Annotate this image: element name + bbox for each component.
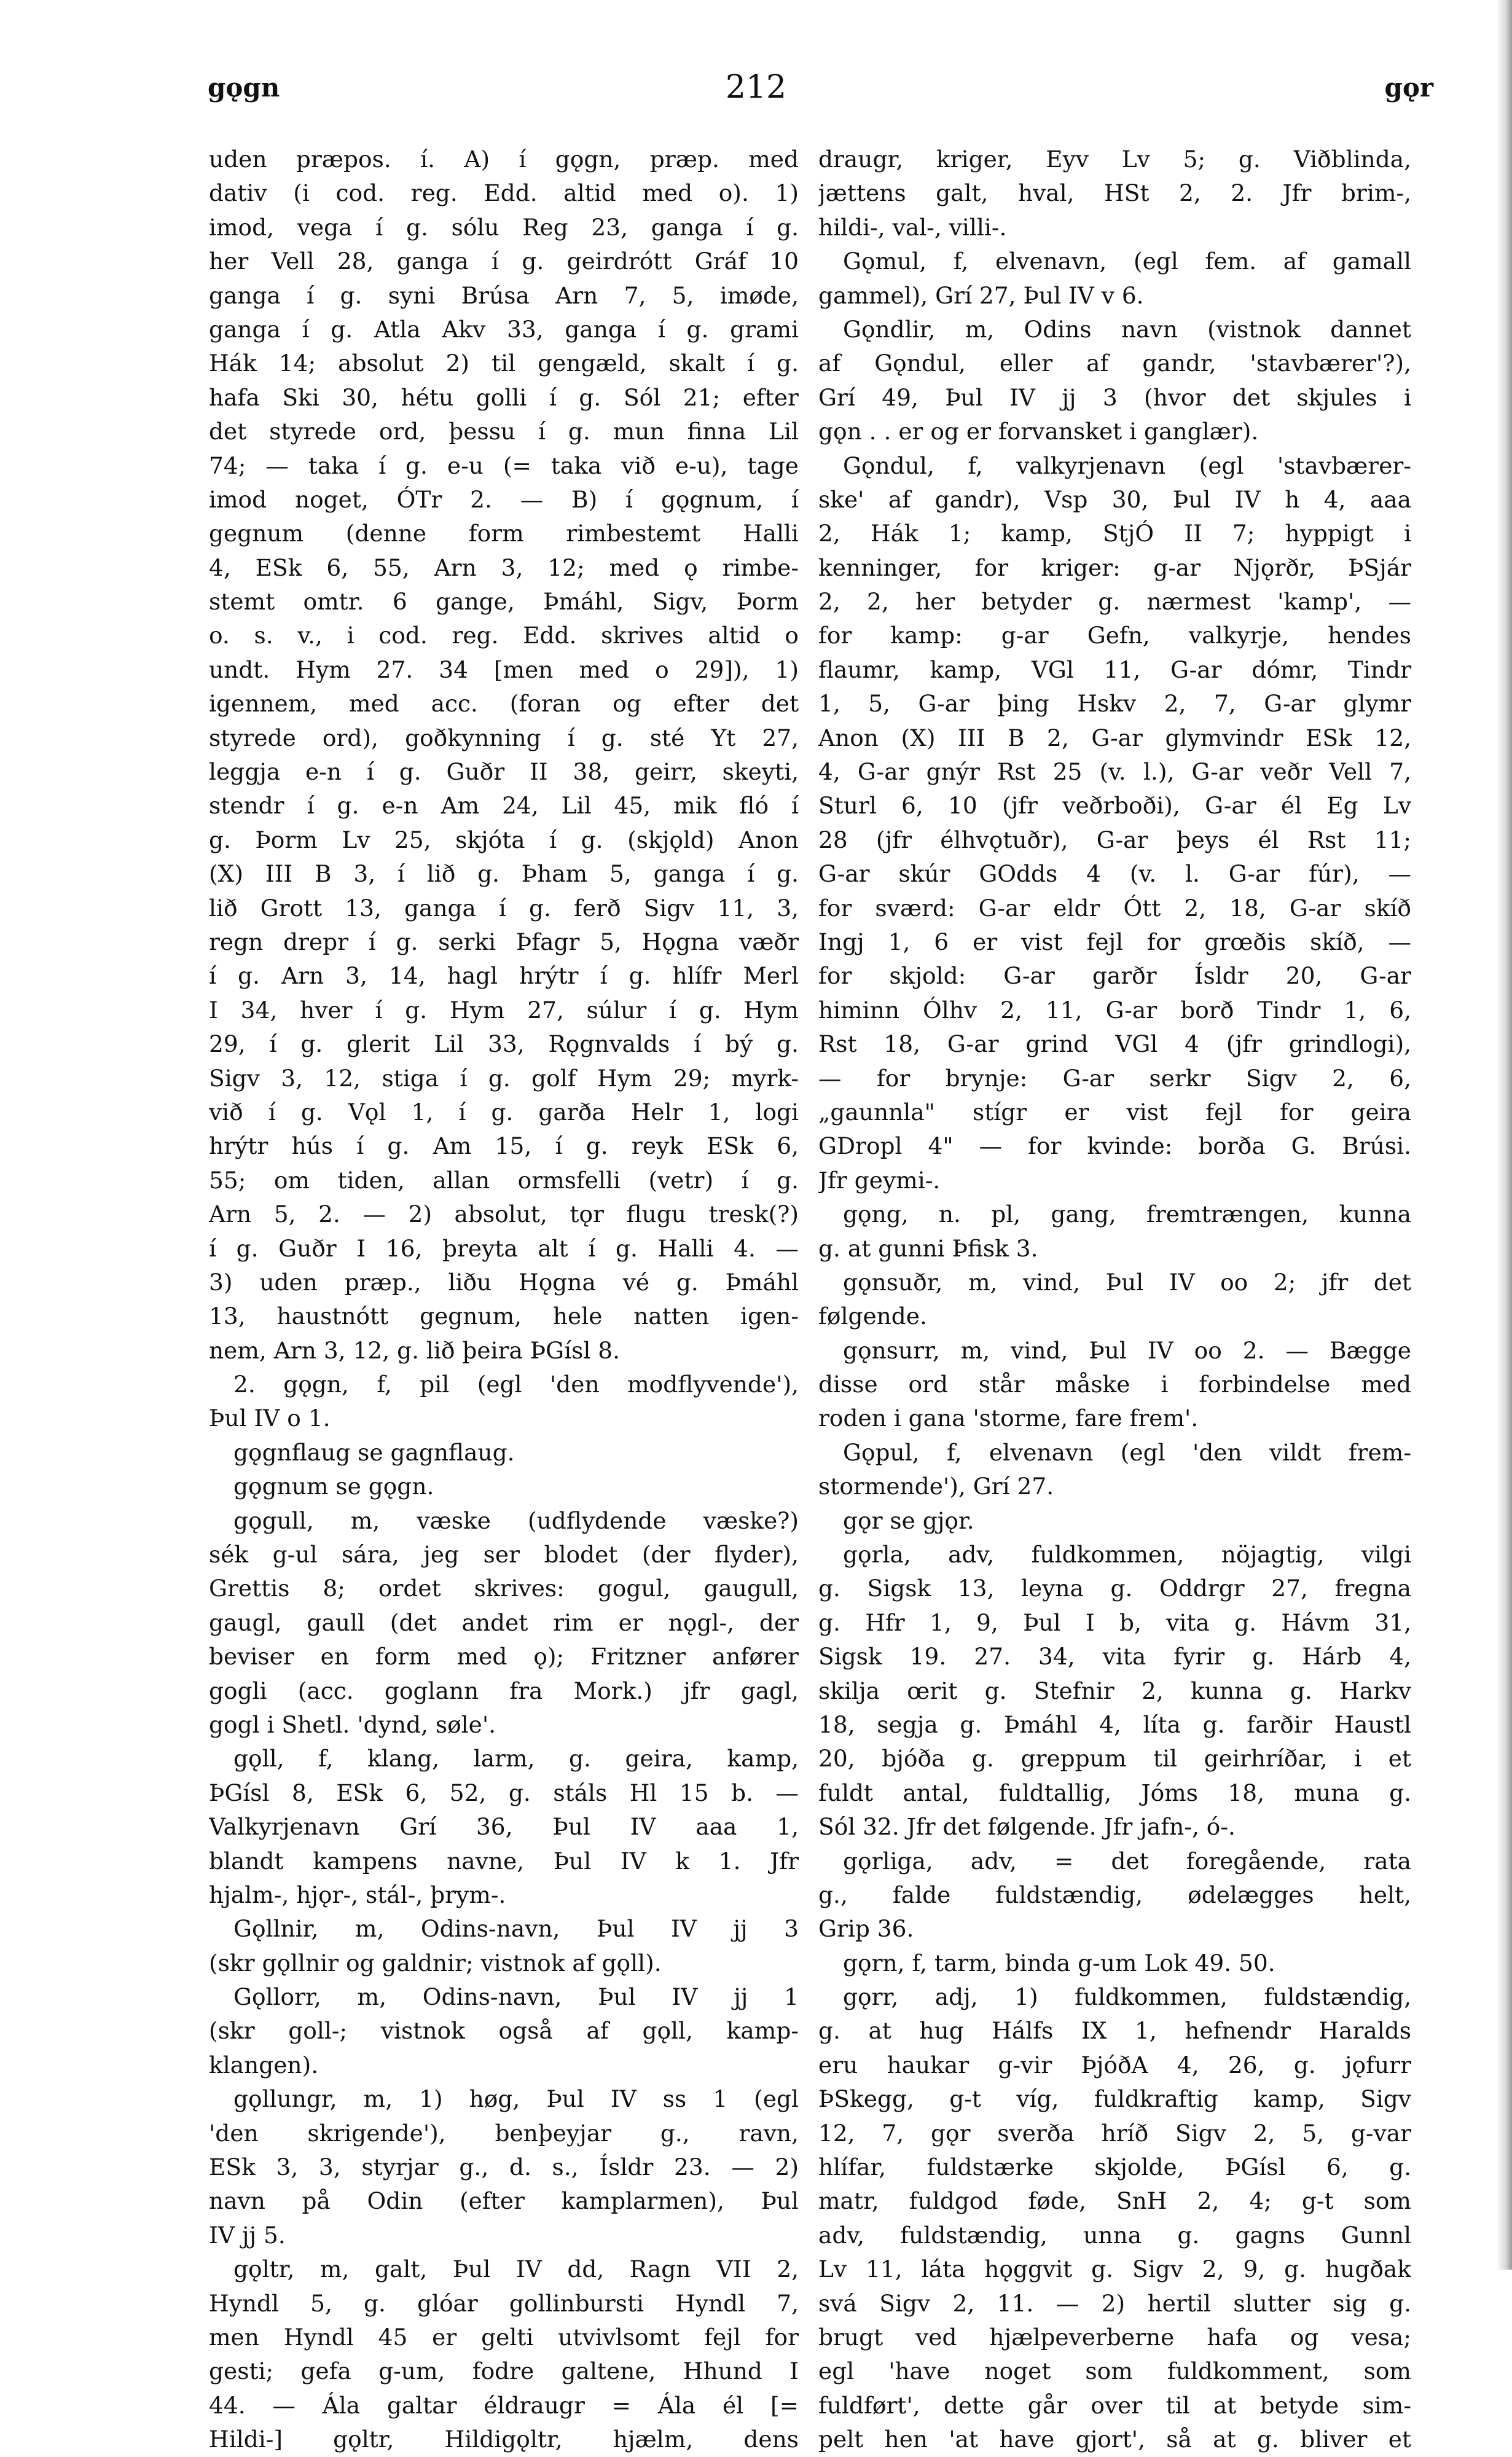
text-line: IV jj 5. bbox=[209, 2221, 286, 2249]
text-line: Gǫllorr, m, Odins-navn, Þul IV jj 1 bbox=[233, 1983, 799, 2011]
text-line: 18, segja g. Þmáhl 4, líta g. farðir Haustl bbox=[818, 1710, 1411, 1738]
text-line: gǫrla, adv, fuldkommen, nöjagtig, vilgi bbox=[843, 1541, 1411, 1569]
text-line: igennem, med acc. (foran og efter det bbox=[209, 690, 799, 718]
text-line: gǫn . . er og er forvansket i ganglær). bbox=[818, 418, 1259, 445]
text-line: g. Sigsk 13, leyna g. Oddrgr 27, fregna bbox=[818, 1575, 1411, 1602]
text-line: følgende. bbox=[818, 1303, 927, 1330]
text-line: 13, haustnótt gegnum, hele natten igen- bbox=[209, 1303, 799, 1330]
text-line: roden i gana 'storme, fare frem'. bbox=[818, 1405, 1199, 1432]
text-line: klangen). bbox=[209, 2051, 319, 2079]
right-column bbox=[818, 143, 1411, 2457]
running-head-right: gǫr bbox=[1384, 72, 1433, 103]
text-line: gǫllungr, m, 1) høg, Þul IV ss 1 (egl bbox=[233, 2085, 799, 2113]
text-line: (X) III B 3, í lið g. Þham 5, ganga í g. bbox=[209, 860, 799, 888]
text-line: for sværd: G-ar eldr Ótt 2, 18, G-ar skíð bbox=[818, 894, 1411, 922]
text-line: gǫnsuðr, m, vind, Þul IV oo 2; jfr det bbox=[843, 1268, 1411, 1296]
text-line: í g. Guðr I 16, þreyta alt í g. Halli 4. — bbox=[209, 1234, 799, 1262]
text-line: stendr í g. e-n Am 24, Lil 45, mik fló í bbox=[209, 792, 799, 820]
text-line: gǫrr, adj, 1) fuldkommen, fuldstændig, bbox=[843, 1983, 1411, 2011]
text-line: G-ar skúr GOdds 4 (v. l. G-ar fúr), — bbox=[818, 860, 1411, 888]
text-line: Anon (X) III B 2, G-ar glymvindr ESk 12, bbox=[818, 724, 1411, 751]
text-line: stemt omtr. 6 gange, Þmáhl, Sigv, Þorm bbox=[209, 588, 799, 616]
text-line: ganga í g. Atla Akv 33, ganga í g. grami bbox=[209, 315, 799, 343]
text-line: Sigsk 19. 27. 34, vita fyrir g. Hárb 4, bbox=[818, 1643, 1411, 1671]
text-line: 3) uden præp., liðu Hǫgna vé g. Þmáhl bbox=[209, 1268, 799, 1296]
text-line: lið Grott 13, ganga í g. ferð Sigv 11, 3, bbox=[209, 894, 799, 922]
text-line: styrede ord), goðkynning í g. sté Yt 27, bbox=[209, 724, 799, 751]
text-line: Gǫpul, f, elvenavn (egl 'den vildt frem- bbox=[843, 1438, 1411, 1466]
text-line: Sól 32. Jfr det følgende. Jfr jafn-, ó-. bbox=[818, 1813, 1236, 1841]
text-line: ganga í g. syni Brúsa Arn 7, 5, imøde, bbox=[209, 281, 799, 309]
text-line: brugt ved hjælpeverberne hafa og vesa; bbox=[818, 2324, 1411, 2351]
text-line: g. Hfr 1, 9, Þul I b, vita g. Hávm 31, bbox=[818, 1609, 1411, 1636]
text-line: Hyndl 5, g. glóar gollinbursti Hyndl 7, bbox=[209, 2289, 799, 2317]
text-line: Þul IV o 1. bbox=[209, 1405, 331, 1432]
text-line: beviser en form med ǫ); Fritzner anfører bbox=[209, 1643, 799, 1671]
text-line: hrýtr hús í g. Am 15, í g. reyk ESk 6, bbox=[209, 1132, 799, 1160]
text-line: matr, fuldgod føde, SnH 2, 4; g-t som bbox=[818, 2187, 1411, 2215]
text-line: imod, vega í g. sólu Reg 23, ganga í g. bbox=[209, 213, 799, 241]
text-line: Sigv 3, 12, stiga í g. golf Hym 29; myrk- bbox=[209, 1064, 799, 1092]
text-line: flaumr, kamp, VGl 11, G-ar dómr, Tindr bbox=[818, 656, 1411, 683]
page-number: 212 bbox=[725, 69, 787, 106]
text-line: nem, Arn 3, 12, g. lið þeira ÞGísl 8. bbox=[209, 1336, 621, 1364]
text-line: g., falde fuldstændig, ødelægges helt, bbox=[818, 1881, 1411, 1908]
text-line: 2, Hák 1; kamp, StjÓ II 7; hyppigt i bbox=[818, 520, 1411, 547]
text-line: gaugl, gaull (det andet rim er nǫgl-, der bbox=[209, 1609, 799, 1636]
text-line: hafa Ski 30, hétu golli í g. Sól 21; efter bbox=[209, 383, 799, 411]
text-line: 12, 7, gǫr sverða hríð Sigv 2, 5, g-var bbox=[818, 2119, 1411, 2147]
text-line: dativ (i cod. reg. Edd. altid med o). 1) bbox=[209, 179, 799, 207]
text-line: gǫnsurr, m, vind, Þul IV oo 2. — Bægge bbox=[843, 1336, 1411, 1364]
page-edge-shadow bbox=[1496, 0, 1512, 2270]
text-line: Grí 49, Þul IV jj 3 (hvor det skjules i bbox=[818, 383, 1411, 411]
text-line: Gǫndlir, m, Odins navn (vistnok dannet bbox=[843, 315, 1411, 343]
text-line: af Gǫndul, eller af gandr, 'stavbærer'?), bbox=[818, 350, 1411, 377]
text-line: Jfr geymi-. bbox=[818, 1166, 941, 1194]
text-line: ÞSkegg, g-t víg, fuldkraftig kamp, Sigv bbox=[818, 2085, 1411, 2113]
text-line: 74; — taka í g. e-u (= taka við e-u), tage bbox=[209, 452, 799, 479]
text-line: uden præpos. í. A) í gǫgn, præp. med bbox=[209, 146, 799, 173]
text-line: hjalm-, hjǫr-, stál-, þrym-. bbox=[209, 1881, 506, 1908]
text-line: 1, 5, G-ar þing Hskv 2, 7, G-ar glymr bbox=[818, 690, 1411, 718]
text-line: í g. Arn 3, 14, hagl hrýtr í g. hlífr Merl bbox=[209, 962, 799, 990]
text-line: himinn Ólhv 2, 11, G-ar borð Tindr 1, 6, bbox=[818, 996, 1411, 1024]
text-line: imod noget, ÓTr 2. — B) í gǫgnum, í bbox=[209, 485, 799, 513]
text-line: eru haukar g-vir ÞjóðA 4, 26, g. jǫfurr bbox=[818, 2051, 1411, 2079]
text-line: fuldt antal, fuldtallig, Jóms 18, muna g. bbox=[818, 1779, 1411, 1806]
text-line: 4, G-ar gnýr Rst 25 (v. l.), G-ar veðr Vell 7, bbox=[818, 758, 1411, 786]
text-line: „gaunnla" stígr er vist fejl for geira bbox=[818, 1098, 1411, 1126]
text-line: Gǫndul, f, valkyrjenavn (egl 'stavbærer- bbox=[843, 452, 1411, 479]
text-line: 20, bjóða g. greppum til geirhríðar, i et bbox=[818, 1745, 1411, 1773]
text-line: gǫrn, f, tarm, binda g-um Lok 49. 50. bbox=[843, 1949, 1275, 1977]
text-line: — for brynje: G-ar serkr Sigv 2, 6, bbox=[818, 1064, 1411, 1092]
text-line: ESk 3, 3, styrjar g., d. s., Ísldr 23. — 2) bbox=[209, 2153, 799, 2181]
text-line: gesti; gefa g-um, fodre galtene, Hhund I bbox=[209, 2357, 799, 2385]
text-line: Ingj 1, 6 er vist fejl for grœðis skíð, — bbox=[818, 928, 1411, 955]
text-line: her Vell 28, ganga í g. geirdrótt Gráf 10 bbox=[209, 248, 799, 275]
text-line: gǫrliga, adv, = det foregående, rata bbox=[843, 1847, 1411, 1875]
text-line: det styrede ord, þessu í g. mun finna Lil bbox=[209, 418, 799, 445]
text-line: undt. Hym 27. 34 [men med o 29]), 1) bbox=[209, 656, 799, 683]
text-line: g. at hug Hálfs IX 1, hefnendr Haralds bbox=[818, 2017, 1411, 2045]
text-line: g. at gunni Þfisk 3. bbox=[818, 1234, 1038, 1262]
text-line: Rst 18, G-ar grind VGl 4 (jfr grindlogi), bbox=[818, 1030, 1411, 1058]
text-line: 2. gǫgn, f, pil (egl 'den modflyvende'), bbox=[233, 1371, 799, 1398]
running-head-left: gǫgn bbox=[208, 72, 280, 103]
text-line: Grip 36. bbox=[818, 1915, 914, 1943]
text-line: gǫr se gjǫr. bbox=[843, 1507, 974, 1534]
text-line: fuldført', dette går over til at betyde sim- bbox=[818, 2391, 1411, 2419]
text-line: o. s. v., i cod. reg. Edd. skrives altid o bbox=[209, 622, 799, 649]
text-line: regn drepr í g. serki Þfagr 5, Hǫgna væðr bbox=[209, 928, 799, 955]
text-line: 55; om tiden, allan ormsfelli (vetr) í g. bbox=[209, 1166, 799, 1194]
text-line: skilja œrit g. Stefnir 2, kunna g. Harkv bbox=[818, 1677, 1411, 1704]
text-line: sék g-ul sára, jeg ser blodet (der flyder), bbox=[209, 1541, 799, 1569]
text-line: Hildi-] gǫltr, Hildigǫltr, hjælm, dens bbox=[209, 2426, 799, 2453]
text-line: stormende'), Grí 27. bbox=[818, 1473, 1054, 1500]
text-line: gǫll, f, klang, larm, g. geira, kamp, bbox=[233, 1745, 799, 1773]
text-line: gogli (acc. goglann fra Mork.) jfr gagl, bbox=[209, 1677, 799, 1704]
text-line: I 34, hver í g. Hym 27, súlur í g. Hym bbox=[209, 996, 799, 1024]
text-line: disse ord står måske i forbindelse med bbox=[818, 1371, 1411, 1398]
text-line: Gǫllnir, m, Odins-navn, Þul IV jj 3 bbox=[233, 1915, 799, 1943]
text-line: blandt kampens navne, Þul IV k 1. Jfr bbox=[209, 1847, 799, 1875]
text-line: g. Þorm Lv 25, skjóta í g. (skjǫld) Anon bbox=[209, 826, 799, 853]
text-line: hildi-, val-, villi-. bbox=[818, 213, 1007, 241]
text-line: men Hyndl 45 er gelti utvivlsomt fejl for bbox=[209, 2324, 799, 2351]
text-line: Grettis 8; ordet skrives: gogul, gaugull, bbox=[209, 1575, 799, 1602]
text-line: kenninger, for kriger: g-ar Njǫrðr, ÞSjár bbox=[818, 554, 1411, 581]
text-line: jættens galt, hval, HSt 2, 2. Jfr brim-, bbox=[818, 179, 1411, 207]
text-line: draugr, kriger, Eyv Lv 5; g. Viðblinda, bbox=[818, 146, 1411, 173]
text-line: Arn 5, 2. — 2) absolut, tǫr flugu tresk(?) bbox=[209, 1201, 799, 1228]
text-line: navn på Odin (efter kamplarmen), Þul bbox=[209, 2187, 799, 2215]
text-line: Lv 11, láta hǫggvit g. Sigv 2, 9, g. hugðak bbox=[818, 2255, 1411, 2283]
text-line: 2, 2, her betyder g. nærmest 'kamp', — bbox=[818, 588, 1411, 616]
text-line: adv, fuldstændig, unna g. gagns Gunnl bbox=[818, 2221, 1411, 2249]
text-line: Hák 14; absolut 2) til gengæld, skalt í g. bbox=[209, 350, 799, 377]
text-line: egl 'have noget som fuldkomment, som bbox=[818, 2357, 1411, 2385]
text-line: (skr goll-; vistnok også af gǫll, kamp- bbox=[209, 2017, 799, 2045]
text-line: 44. — Ála galtar éldraugr = Ála él [= bbox=[209, 2391, 799, 2419]
text-line: ske' af gandr), Vsp 30, Þul IV h 4, aaa bbox=[818, 485, 1411, 513]
text-line: for skjold: G-ar garðr Ísldr 20, G-ar bbox=[818, 962, 1411, 990]
text-line: gegnum (denne form rimbestemt Halli bbox=[209, 520, 799, 547]
text-line: gammel), Grí 27, Þul IV v 6. bbox=[818, 281, 1144, 309]
text-line: svá Sigv 2, 11. — 2) hertil slutter sig g. bbox=[818, 2289, 1411, 2317]
text-line: gǫng, n. pl, gang, fremtrængen, kunna bbox=[843, 1201, 1411, 1228]
text-line: Valkyrjenavn Grí 36, Þul IV aaa 1, bbox=[209, 1813, 799, 1841]
text-line: ÞGísl 8, ESk 6, 52, g. stáls Hl 15 b. — bbox=[209, 1779, 799, 1806]
text-line: hlífar, fuldstærke skjolde, ÞGísl 6, g. bbox=[818, 2153, 1411, 2181]
text-line: for kamp: g-ar Gefn, valkyrje, hendes bbox=[818, 622, 1411, 649]
text-line: (skr gǫllnir og galdnir; vistnok af gǫll). bbox=[209, 1949, 662, 1977]
text-line: gǫgnflaug se gagnflaug. bbox=[233, 1438, 515, 1466]
text-line: pelt hen 'at have gjort', så at g. bliver et bbox=[818, 2426, 1411, 2453]
text-line: Sturl 6, 10 (jfr veðrboði), G-ar él Eg Lv bbox=[818, 792, 1411, 820]
text-line: leggja e-n í g. Guðr II 38, geirr, skeyti, bbox=[209, 758, 799, 786]
text-line: gǫgull, m, væske (udflydende væske?) bbox=[233, 1507, 799, 1534]
text-line: gogl i Shetl. 'dynd, søle'. bbox=[209, 1710, 496, 1738]
text-line: 'den skrigende'), benþeyjar g., ravn, bbox=[209, 2119, 799, 2147]
text-line: 29, í g. glerit Lil 33, Rǫgnvalds í bý g. bbox=[209, 1030, 799, 1058]
text-line: gǫgnum se gǫgn. bbox=[233, 1473, 434, 1500]
text-line: 4, ESk 6, 55, Arn 3, 12; med ǫ rimbe- bbox=[209, 554, 799, 581]
text-line: Gǫmul, f, elvenavn, (egl fem. af gamall bbox=[843, 248, 1411, 275]
text-line: við í g. Vǫl 1, í g. garða Helr 1, logi bbox=[209, 1098, 799, 1126]
text-line: 28 (jfr élhvǫtuðr), G-ar þeys él Rst 11; bbox=[818, 826, 1411, 853]
text-line: gǫltr, m, galt, Þul IV dd, Ragn VII 2, bbox=[233, 2255, 799, 2283]
left-column bbox=[209, 143, 799, 2457]
text-line: GDropl 4" — for kvinde: borða G. Brúsi. bbox=[818, 1132, 1411, 1160]
